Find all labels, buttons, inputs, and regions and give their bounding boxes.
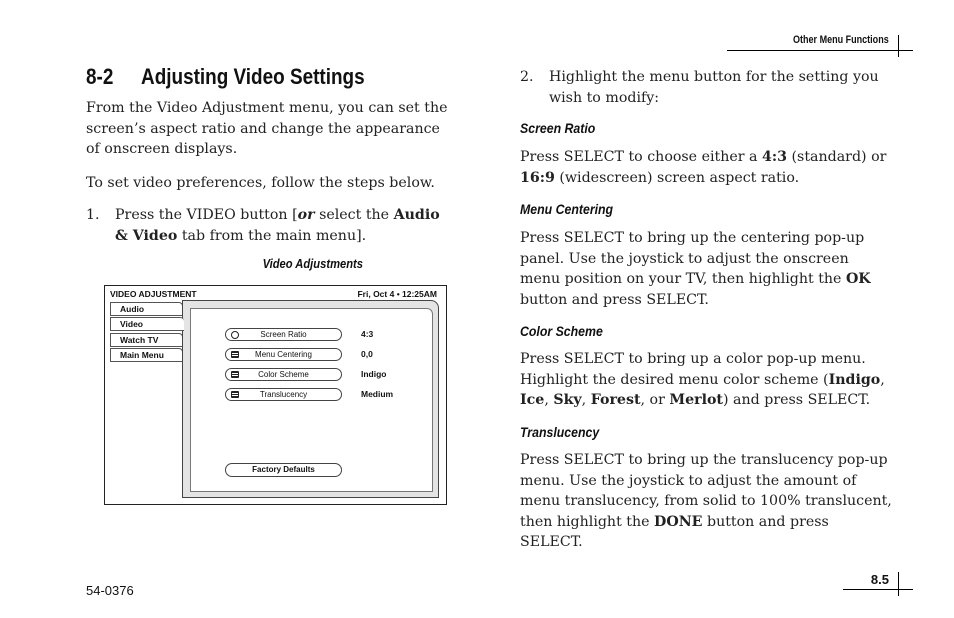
menu-centering-value: 0,0 [361, 349, 373, 359]
video-adjustment-screenshot [104, 285, 447, 505]
text-part: , [880, 371, 885, 388]
text-part: Press SELECT to bring up the translucency pop-up menu. Use the joystick to adjust the amount of menu translucency, from solid to 100% translucent, then highlight the [520, 452, 892, 530]
text-part: , or [640, 392, 670, 408]
step-2-number: 2. [520, 69, 534, 85]
screen-ratio-heading: Screen Ratio [520, 120, 596, 136]
ratio-4-3: 4:3 [762, 149, 787, 165]
color-sky: Sky [553, 392, 582, 408]
tab-label: Audio [120, 304, 145, 314]
tab-video[interactable] [110, 317, 184, 331]
text-part: Press SELECT to choose either a [520, 149, 763, 165]
step-1-or: or [297, 207, 315, 223]
footer-tick [898, 572, 899, 596]
section-heading: Adjusting Video Settings [141, 64, 365, 89]
button-label: Menu Centering [255, 350, 312, 359]
tab-label: Main Menu [120, 350, 164, 360]
intro-paragraph: From the Video Adjustment menu, you can set the screen’s aspect ratio and change the appearance of onscreen displays. [86, 100, 448, 157]
text-part: (standard) or [787, 149, 887, 165]
text-part: , [544, 392, 554, 408]
translucency-value: Medium [361, 389, 394, 399]
step-1-tab-name: Audio & Video [115, 207, 440, 244]
text-part: button and press SELECT. [520, 291, 709, 308]
button-label: Color Scheme [258, 370, 309, 379]
color-scheme-value: Indigo [361, 369, 387, 379]
step-1-part: select the [314, 207, 394, 223]
tab-label: Watch TV [120, 335, 159, 345]
step-1-text [115, 205, 451, 246]
screen-ratio-text [520, 147, 892, 188]
header-tick [898, 35, 899, 57]
factory-defaults-button[interactable] [225, 463, 342, 477]
header-rule [727, 50, 913, 51]
color-scheme-heading: Color Scheme [520, 323, 603, 339]
step-2 [520, 67, 890, 108]
section-number: 8-2 [86, 64, 114, 89]
text-part: ) and press SELECT. [723, 392, 871, 408]
step-2-text: Highlight the menu button for the setting you wish to modify: [549, 69, 879, 106]
translucency-heading: Translucency [520, 424, 600, 440]
document-number: 54-0376 [86, 583, 134, 598]
screen-ratio-button[interactable] [225, 328, 342, 341]
ratio-16-9: 16:9 [520, 169, 555, 186]
page-number: 8.5 [870, 572, 889, 587]
menu-centering-text [520, 228, 892, 310]
text-part: (widescreen) screen aspect ratio. [554, 169, 800, 186]
ok-label: OK [845, 271, 871, 287]
color-forest: Forest [590, 392, 641, 408]
screen-title: VIDEO ADJUSTMENT [110, 289, 197, 299]
done-label: DONE [654, 513, 703, 530]
color-indigo: Indigo [828, 371, 881, 388]
lead-paragraph: To set video preferences, follow the steps below. [86, 175, 435, 191]
menu-centering-button[interactable] [225, 348, 342, 361]
color-scheme-button[interactable] [225, 368, 342, 381]
tab-main-menu[interactable] [110, 348, 183, 362]
tab-watch-tv[interactable] [110, 333, 183, 347]
text-part: Press SELECT to bring up a color pop-up menu. Highlight the desired menu color scheme ( [520, 351, 866, 388]
tab-audio[interactable] [110, 302, 183, 316]
screen-datetime: Fri, Oct 4 • 12:25AM [357, 289, 437, 299]
footer-rule [843, 589, 913, 590]
button-label: Screen Ratio [260, 330, 307, 339]
color-scheme-text [520, 349, 892, 411]
text-part: , [581, 392, 591, 408]
step-1-number: 1. [86, 207, 100, 223]
step-1 [86, 205, 451, 246]
menu-centering-heading: Menu Centering [520, 201, 614, 217]
figure-caption: Video Adjustments [262, 256, 363, 271]
color-ice: Ice [520, 392, 545, 408]
step-1-part: Press the VIDEO button [ [115, 207, 298, 223]
translucency-button[interactable] [225, 388, 342, 401]
button-label: Translucency [259, 390, 308, 399]
tab-label: Video [120, 319, 143, 329]
settings-panel-inner [190, 308, 433, 492]
color-merlot: Merlot [669, 392, 723, 408]
screen-ratio-value: 4:3 [361, 329, 374, 339]
text-part: button and press SELECT. [520, 513, 829, 550]
text-part: Press SELECT to bring up the centering pop-up panel. Use the joystick to adjust the onscreen menu position on your TV, then highlight the [520, 230, 865, 287]
button-label: Factory Defaults [252, 465, 315, 474]
translucency-text [520, 450, 892, 553]
running-header: Other Menu Functions [793, 34, 889, 46]
step-1-part: tab from the main menu]. [177, 227, 367, 244]
section-title [86, 64, 365, 90]
settings-panel [182, 300, 439, 498]
